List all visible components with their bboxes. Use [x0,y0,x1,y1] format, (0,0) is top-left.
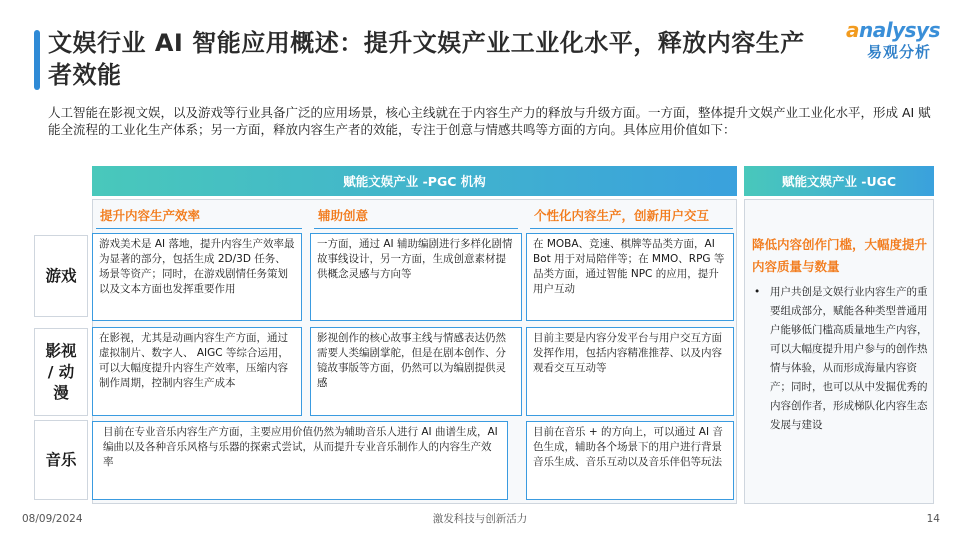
column-header-efficiency: 提升内容生产效率 [96,204,302,229]
ugc-body-text: 用户共创是文娱行业内容生产的重要组成部分，赋能各种类型普通用户能够低门槛高质量地生产内容，可以大幅度提升用户参与的创作热情与体验，从而形成海量内容资产；同时，也可以从中发掘优秀的内容创作者，形成梯队化内容生态发展与建设 [770,286,928,431]
intro-paragraph: 人工智能在影视文娱，以及游戏等行业具备广泛的应用场景，核心主线就在于内容生产力的释放与升级方面。一方面，整体提升文娱产业工业化水平，形成 AI 赋能全流程的工业化生产体系；另一方面，释放内容生产者的效能，专注于创意与情感共鸣等方面的方向。具体应用价值如下： [48,105,931,137]
analysys-logo [846,18,946,72]
ugc-bullet-item [752,283,930,435]
footer-date: 08/09/2024 [22,513,83,525]
page-number: 14 [926,513,940,525]
ugc-subtitle: 降低内容创作门槛，大幅度提升内容质量与数量 [752,237,928,274]
cell-music-efficiency-creativity: 目前在专业音乐内容生产方面，主要应用价值仍然为辅助音乐人进行 AI 曲谱生成，AI 编曲以及各种音乐风格与乐器的探索式尝试，从而提升专业音乐制作人的内容生产效率 [92,421,508,500]
row-label-film-animation-text: 影视 / 动漫 [45,341,77,402]
row-label-music: 音乐 [34,420,88,500]
bullet-icon: • [754,286,761,298]
column-header-creativity: 辅助创意 [314,204,518,229]
footer-slogan: 激发科技与创新活力 [432,513,528,525]
cell-film-personalization: 目前主要是内容分发平台与用户交互方面发挥作用，包括内容精准推荐、以及内容观看交互互动等 [526,327,734,416]
cell-games-efficiency: 游戏美术是 AI 落地，提升内容生产效率最为显著的部分，包括生成 2D/3D 任务、场景等资产；同时，在游戏剧情任务策划以及文本方面也发挥重要作用 [92,233,302,321]
page-title: 文娱行业 AI 智能应用概述：提升文娱产业工业化水平，释放内容生产者效能 [48,29,805,89]
cell-film-creativity: 影视创作的核心故事主线与情感表达仍然需要人类编剧掌舵，但是在剧本创作、分镜故事版等方面，仍然可以为编剧提供灵感 [310,327,522,416]
cell-games-creativity: 一方面，通过 AI 辅助编剧进行多样化剧情故事线设计，另一方面，生成创意素材提供概念灵感与方向等 [310,233,522,321]
row-label-games: 游戏 [34,235,88,317]
title-accent-bar [34,30,40,90]
logo-cn-name: 易观分析 [866,43,931,61]
cell-film-efficiency: 在影视，尤其是动画内容生产方面，通过虚拟制片、数字人、 AIGC 等综合运用，可以大幅度提升内容生产效率，压缩内容制作周期，控制内容生产成本 [92,327,302,416]
column-header-personalization: 个性化内容生产，创新用户交互 [530,204,733,229]
header-ugc: 赋能文娱产业 -UGC [744,166,934,196]
cell-music-personalization: 目前在音乐 + 的方向上，可以通过 AI 音色生成，辅助各个场景下的用户进行背景音乐生成、音乐互动以及音乐伴侣等玩法 [526,421,734,500]
row-label-film-animation [34,328,88,416]
cell-games-personalization: 在 MOBA、竞速、棋牌等品类方面，AI Bot 用于对局陪伴等；在 MMO、RPG 等品类方面，通过智能 NPC 的应用，提升用户互动 [526,233,734,321]
logo-wordmark: analysys [846,18,940,42]
header-pgc: 赋能文娱产业 -PGC 机构 [92,166,737,196]
